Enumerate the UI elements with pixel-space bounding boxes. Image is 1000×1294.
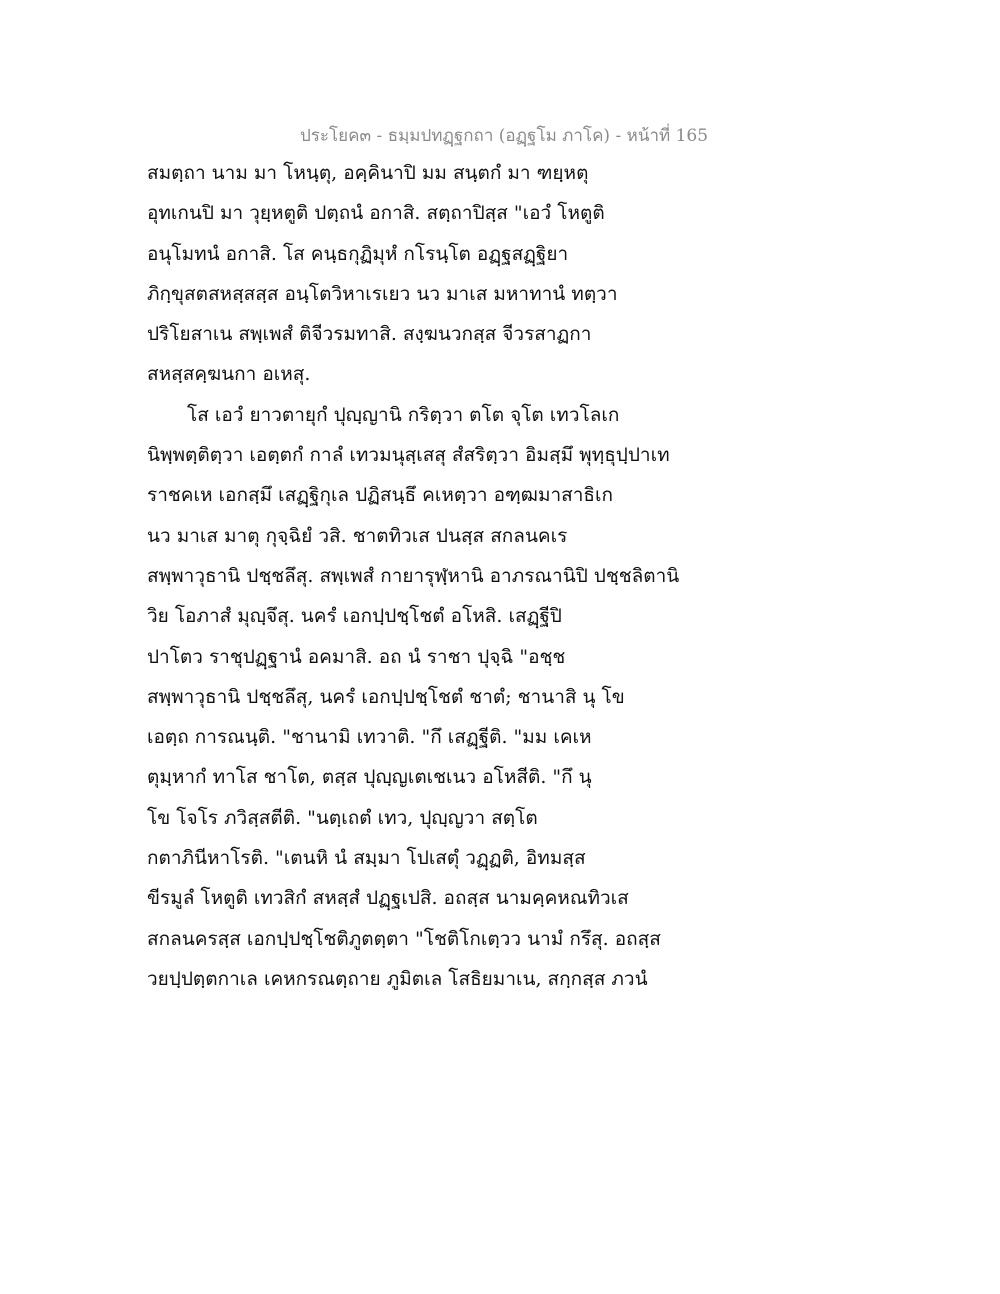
text-line-13: ปาโตว ราชุปฏฺฐานํ อคมาสิ. อถ นํ ราชา ปุจฺฉิ "อชฺช [147,645,566,668]
page-header-running-title: ประโยค๓ - ธมฺมปทฏฺฐกถา (อฏฺฐโม ภาโค) - หน้าที่ 165 [300,126,709,146]
text-line-5: ปริโยสาเน สพฺเพสํ ติจีวรมทาสิ. สงฺฆนวกสฺส จีวรสาฏกา [147,323,592,346]
text-line-3: อนุโมทนํ อกาสิ. โส คนฺธกุฏิมุหํ กโรนฺโต อฏฺฐสฏฺฐิยา [147,242,569,265]
text-line-4: ภิกฺขุสตสหสฺสสฺส อนฺโตวิหาเรเยว นว มาเส มหาทานํ ทตฺวา [147,282,618,305]
text-line-2: อุทเกนปิ มา วุยฺหตูติ ปตฺถนํ อกาสิ. สตฺถาปิสฺส "เอวํ โหตูติ [147,202,605,225]
text-line-7-paragraph-start: โส เอวํ ยาวตายุกํ ปุญฺญานิ กริตฺวา ตโต จุโต เทวโลเก [187,403,620,426]
text-line-14: สพฺพาวุธานิ ปชฺชลึสุ, นครํ เอกปฺปชฺโชตํ ชาตํ; ชานาสิ นุ โข [147,685,625,708]
text-line-11: สพฺพาวุธานิ ปชฺชลึสุ. สพฺเพสํ กายารุฬฺหานิ อาภรณานิปิ ปชฺชลิตานิ [147,564,680,587]
text-line-8: นิพฺพตฺติตฺวา เอตฺตกํ กาลํ เทวมนุสฺเสสุ สํสริตฺวา อิมสฺมึ พุทฺธุปฺปาเท [147,444,670,467]
text-line-16: ตุมฺหากํ ทาโส ชาโต, ตสฺส ปุญฺญเตเชเนว อโหสีติ. "กึ นุ [147,766,592,789]
text-line-17: โข โจโร ภวิสฺสตีติ. "นตฺเถตํ เทว, ปุญฺญวา สตฺโต [147,806,538,829]
text-line-15: เอตฺถ การณนฺติ. "ชานามิ เทวาติ. "กึ เสฏฺฐีติ. "มม เคเห [147,726,592,749]
text-line-20: สกลนครสฺส เอกปฺปชฺโชติภูตตฺตา "โชติโกเตฺวว นามํ กรึสุ. อถสฺส [147,927,661,950]
text-line-10: นว มาเส มาตุ กุจฺฉิยํ วสิ. ชาตทิวเส ปนสฺส สกลนคเร [147,524,568,547]
text-line-1: สมตฺถา นาม มา โหนฺตุ, อคฺคินาปิ มม สนฺตกํ มา ฑยฺหตุ [147,162,589,184]
text-line-12: วิย โอภาสํ มุญฺจึสุ. นครํ เอกปฺปชฺโชตํ อโหสิ. เสฏฺฐีปิ [147,605,562,628]
text-line-19: ขีรมูลํ โหตูติ เทวสิกํ สหสฺสํ ปฏฺฐเปสิ. อถสฺส นามคฺคหณทิวเส [147,887,629,910]
text-line-6: สหสฺสคฺฆนกา อเหสุ. [147,363,311,386]
text-line-9: ราชคเห เอกสฺมึ เสฏฺฐิกุเล ปฏิสนฺธึ คเหตฺวา อฑฺฒมาสาธิเก [147,484,614,507]
body-text [147,160,707,1006]
text-line-21: วยปฺปตฺตกาเล เคหกรณตฺถาย ภูมิตเล โสธิยมาเน, สกฺกสฺส ภวนํ [147,967,648,990]
text-line-18: กตาภินีหาโรติ. "เตนหิ นํ สมฺมา โปเสตุํ วฏฺฏติ, อิทมสฺส [147,847,586,870]
